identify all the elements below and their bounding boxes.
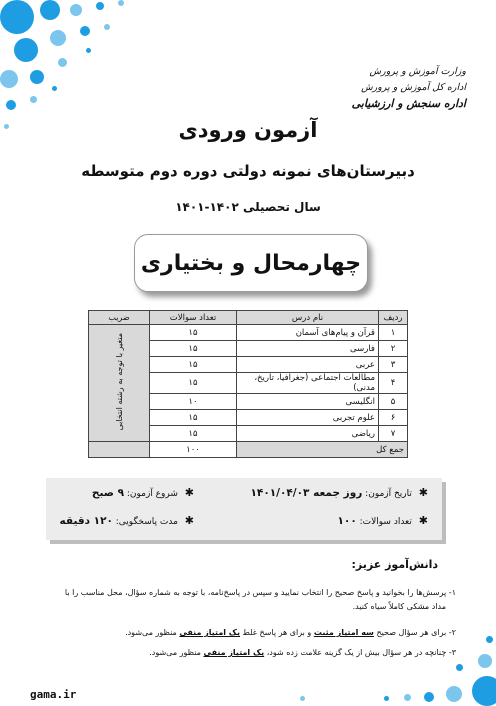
greeting: دانش‌آموز عزیز: bbox=[351, 558, 438, 571]
row-index: ۲ bbox=[379, 341, 408, 357]
row-index: ۷ bbox=[379, 426, 408, 442]
instruction-2-positive: سه امتیاز مثبت bbox=[313, 628, 374, 637]
instruction-2-c: و برای هر پاسخ غلط bbox=[242, 628, 312, 637]
special-office-line: اداره سنجش و ارزشیابی bbox=[351, 97, 466, 110]
row-subject: عربی bbox=[237, 357, 379, 373]
province-name: چهارمحال و بختیاری bbox=[140, 250, 362, 276]
row-index: ۵ bbox=[379, 394, 408, 410]
coef-cell bbox=[89, 325, 150, 442]
duration-label: مدت پاسخگویی: bbox=[115, 517, 178, 527]
total-label: جمع کل bbox=[237, 442, 408, 458]
row-count: ۱۵ bbox=[150, 426, 237, 442]
start-label: شروع آزمون: bbox=[126, 489, 178, 499]
star-icon: ✱ bbox=[418, 486, 428, 499]
questions-label: تعداد سوالات: bbox=[359, 517, 412, 527]
organization-header bbox=[286, 64, 466, 112]
instruction-2-a: ۲- برای هر سؤال صحیح bbox=[376, 628, 456, 637]
total-value: ۱۰۰ bbox=[150, 442, 237, 458]
star-icon: ✱ bbox=[184, 486, 194, 499]
coef-note: متغیر با توجه به رشته انتخابی bbox=[114, 333, 124, 431]
row-count: ۱۵ bbox=[150, 325, 237, 341]
table-header-row bbox=[89, 311, 408, 325]
page-subtitle: دبیرستان‌های نمونه دولتی دوره دوم متوسطه bbox=[81, 162, 415, 180]
row-index: ۱ bbox=[379, 325, 408, 341]
row-index: ۶ bbox=[379, 410, 408, 426]
site-watermark: gama.ir bbox=[30, 688, 77, 701]
exam-start bbox=[92, 486, 194, 499]
header-count: تعداد سوالات bbox=[150, 311, 237, 325]
ministry-line: وزارت آموزش و پرورش bbox=[369, 66, 466, 77]
page-title: آزمون ورودی bbox=[178, 118, 318, 142]
row-subject: انگلیسی bbox=[237, 394, 379, 410]
exam-duration bbox=[60, 514, 194, 527]
academic-year: سال تحصیلی ۱۴۰۲-۱۴۰۱ bbox=[175, 200, 321, 214]
general-office-line: اداره کل آموزش و پرورش bbox=[361, 82, 466, 93]
instruction-3-a: ۳- چنانچه در هر سؤال بیش از یک گزینه علامت زده شود، bbox=[266, 648, 456, 657]
header-index: ردیف bbox=[379, 311, 408, 325]
row-subject: مطالعات اجتماعی (جغرافیا، تاریخ، مدنی) bbox=[237, 373, 379, 394]
exam-date bbox=[251, 486, 428, 499]
row-subject: علوم تجربی bbox=[237, 410, 379, 426]
instruction-2-negative: یک امتیاز منفی bbox=[179, 628, 240, 637]
instruction-item-3 bbox=[36, 646, 456, 660]
star-icon: ✱ bbox=[184, 514, 194, 527]
duration-value: ۱۲۰ دقیقه bbox=[59, 515, 113, 527]
row-count: ۱۰ bbox=[150, 394, 237, 410]
row-count: ۱۵ bbox=[150, 410, 237, 426]
subjects-table bbox=[88, 310, 408, 458]
header-subject: نام درس bbox=[237, 311, 379, 325]
row-count: ۱۵ bbox=[150, 373, 237, 394]
exam-questions bbox=[338, 514, 428, 527]
header-coef: ضریب bbox=[89, 311, 150, 325]
instruction-3-c: منظور می‌شود. bbox=[149, 648, 201, 657]
instruction-item-2 bbox=[36, 626, 456, 640]
date-label: تاریخ آزمون: bbox=[365, 489, 412, 499]
date-value: روز جمعه ۱۴۰۱/۰۴/۰۳ bbox=[250, 487, 363, 499]
province-banner bbox=[134, 234, 368, 292]
table-row bbox=[89, 325, 408, 341]
row-index: ۴ bbox=[379, 373, 408, 394]
instruction-1-line-a: ۱- پرسش‌ها را بخوانید و پاسخ صحیح را انتخاب نمایید و سپس در پاسخ‌نامه، با توجه به شماره سؤال، محل مناسب را با bbox=[64, 588, 456, 597]
star-icon: ✱ bbox=[418, 514, 428, 527]
instruction-3-negative: یک امتیاز منفی bbox=[203, 648, 265, 657]
row-count: ۱۵ bbox=[150, 341, 237, 357]
total-coef-empty bbox=[89, 442, 150, 458]
row-subject: قرآن و پیام‌های آسمان bbox=[237, 325, 379, 341]
row-count: ۱۵ bbox=[150, 357, 237, 373]
row-index: ۳ bbox=[379, 357, 408, 373]
row-subject: ریاضی bbox=[237, 426, 379, 442]
questions-value: ۱۰۰ bbox=[337, 515, 357, 527]
start-value: ۹ صبح bbox=[91, 487, 124, 499]
instruction-2-e: منظور می‌شود. bbox=[125, 628, 177, 637]
exam-info-box bbox=[46, 478, 442, 540]
instruction-item-1 bbox=[36, 586, 456, 614]
table-total-row bbox=[89, 442, 408, 458]
instruction-1-line-b: مداد مشکی کاملاً سیاه کنید. bbox=[352, 602, 446, 611]
row-subject: فارسی bbox=[237, 341, 379, 357]
